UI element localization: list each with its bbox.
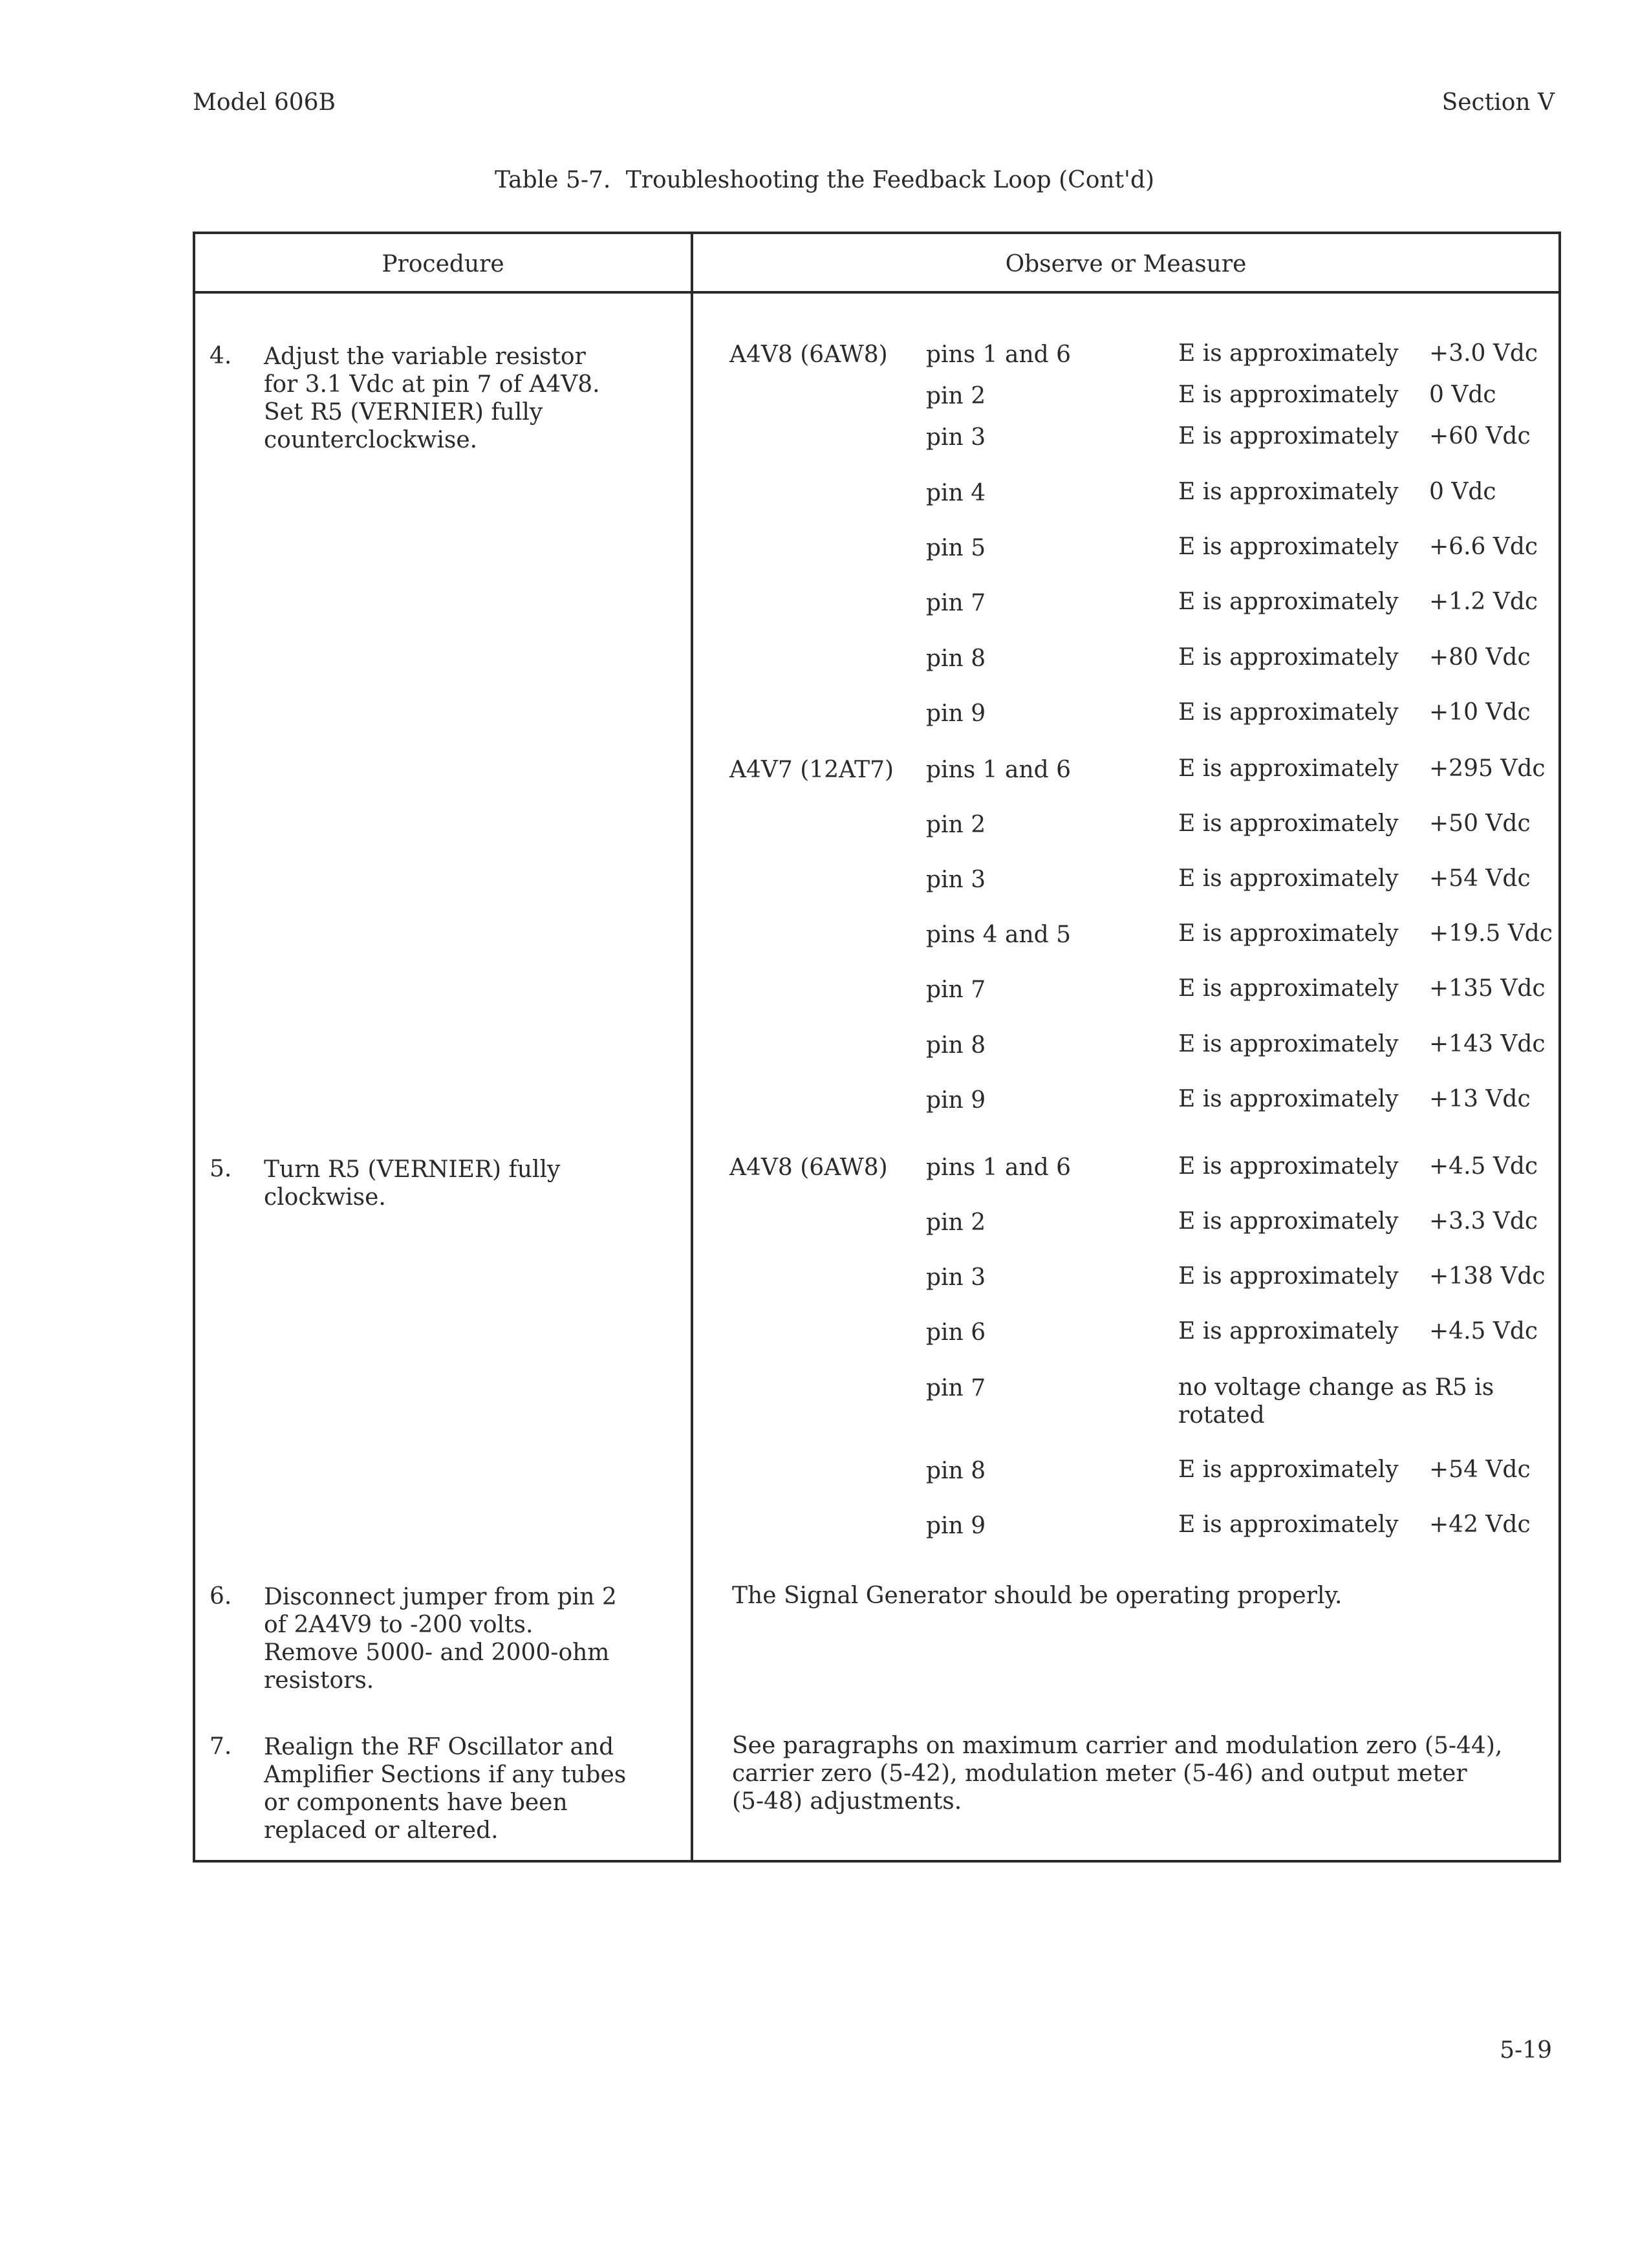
pin-label: pin 2 (926, 383, 986, 409)
pin-label: pins 1 and 6 (926, 1154, 1072, 1181)
measure-value: +60 Vdc (1429, 423, 1531, 449)
observe-column-header: Observe or Measure (1005, 251, 1247, 277)
note-line: rotated (1178, 1402, 1265, 1429)
pin-label: pin 3 (926, 867, 986, 893)
observation (732, 1732, 1547, 1815)
procedure-line: Disconnect jumper from pin 2 (264, 1584, 617, 1610)
procedure-line: or components have been (264, 1789, 568, 1816)
procedure-line: of 2A4V9 to -200 volts. (264, 1612, 534, 1638)
procedure-line: Adjust the variable resistor (264, 343, 586, 370)
procedure-line: counterclockwise. (264, 427, 478, 453)
pin-label: pins 4 and 5 (926, 922, 1072, 948)
procedure-column-header: Procedure (382, 251, 504, 277)
measure-value: +50 Vdc (1429, 810, 1531, 837)
pin-label: pins 1 and 6 (926, 757, 1072, 783)
tube-label: A4V8 (6AW8) (729, 1154, 888, 1181)
measure-value: 0 Vdc (1429, 479, 1496, 505)
pin-label: pin 8 (926, 1458, 986, 1484)
procedure-line: for 3.1 Vdc at pin 7 of A4V8. (264, 371, 600, 398)
measurement (1178, 755, 1546, 782)
measure-text: E is approximately (1178, 534, 1399, 560)
step-number: 4. (210, 343, 232, 369)
pin-label: pins 1 and 6 (926, 341, 1072, 368)
pin-label: pin 7 (926, 590, 986, 616)
measurement (1178, 1318, 1538, 1345)
step-procedure (264, 1583, 684, 1694)
pin-label: pin 3 (926, 424, 986, 451)
observation-line: (5-48) adjustments. (732, 1788, 962, 1815)
measurement (1178, 589, 1538, 615)
tube-label: A4V8 (6AW8) (729, 341, 888, 368)
measure-text: E is approximately (1178, 865, 1399, 892)
procedure-line: Remove 5000- and 2000-ohm (264, 1639, 610, 1666)
tube-label: A4V7 (12AT7) (729, 757, 894, 783)
model-header: Model 606B (193, 89, 336, 116)
measure-text: E is approximately (1178, 920, 1399, 947)
measurement (1178, 865, 1531, 892)
observation-line: See paragraphs on maximum carrier and modulation zero (5-44), (732, 1733, 1503, 1759)
measurement (1178, 1456, 1531, 1483)
pin-label: pin 8 (926, 1032, 986, 1059)
measurement-note (1178, 1374, 1540, 1429)
measure-value: +295 Vdc (1429, 755, 1546, 782)
measure-text: E is approximately (1178, 1318, 1399, 1345)
measure-value: +143 Vdc (1429, 1031, 1546, 1057)
pin-label: pin 9 (926, 700, 986, 727)
section-header: Section V (1441, 89, 1555, 116)
measure-value: +54 Vdc (1429, 1456, 1531, 1483)
measurement (1178, 1086, 1531, 1112)
observation-line: carrier zero (5-42), modulation meter (5-46) and output meter (732, 1760, 1467, 1787)
measure-text: E is approximately (1178, 810, 1399, 837)
procedure-line: Realign the RF Oscillator and (264, 1734, 614, 1760)
measure-value: +3.3 Vdc (1429, 1208, 1538, 1235)
procedure-line: replaced or altered. (264, 1817, 499, 1844)
pin-label: pin 5 (926, 535, 986, 561)
step-procedure (264, 343, 684, 454)
measure-value: +54 Vdc (1429, 865, 1531, 892)
measure-value: +19.5 Vdc (1429, 920, 1553, 947)
step-number: 6. (210, 1583, 232, 1610)
table-number: Table 5-7. (494, 167, 611, 193)
measurement (1178, 1511, 1531, 1538)
observation: The Signal Generator should be operating properly. (732, 1582, 1342, 1609)
measure-text: E is approximately (1178, 699, 1399, 726)
column-divider (691, 232, 693, 1863)
measurement (1178, 699, 1531, 726)
measure-value: +138 Vdc (1429, 1263, 1546, 1290)
procedure-line: Set R5 (VERNIER) fully (264, 399, 543, 426)
note-line: no voltage change as R5 is (1178, 1374, 1494, 1401)
measurement (1178, 1031, 1546, 1057)
measure-text: E is approximately (1178, 644, 1399, 671)
step-procedure (264, 1733, 684, 1844)
measure-text: E is approximately (1178, 1263, 1399, 1290)
step-procedure (264, 1156, 684, 1211)
pin-label: pin 2 (926, 812, 986, 838)
measurement (1178, 975, 1546, 1002)
measure-text: E is approximately (1178, 340, 1399, 367)
measurement (1178, 534, 1538, 560)
measure-value: +10 Vdc (1429, 699, 1531, 726)
measure-text: E is approximately (1178, 1086, 1399, 1112)
measure-text: E is approximately (1178, 975, 1399, 1002)
step-number: 5. (210, 1156, 232, 1182)
measure-text: E is approximately (1178, 382, 1399, 408)
measure-value: +6.6 Vdc (1429, 534, 1538, 560)
table-title: Troubleshooting the Feedback Loop (Cont'd) (625, 167, 1155, 193)
pin-label: pin 8 (926, 645, 986, 672)
measure-text: E is approximately (1178, 755, 1399, 782)
measurement (1178, 340, 1538, 367)
measurement (1178, 1153, 1538, 1180)
measurement (1178, 1263, 1546, 1290)
measure-value: +3.0 Vdc (1429, 340, 1538, 367)
measurement (1178, 920, 1553, 947)
procedure-line: Turn R5 (VERNIER) fully (264, 1156, 561, 1183)
measure-text: E is approximately (1178, 479, 1399, 505)
pin-label: pin 2 (926, 1209, 986, 1236)
measure-value: +135 Vdc (1429, 975, 1546, 1002)
pin-label: pin 6 (926, 1319, 986, 1346)
measure-value: 0 Vdc (1429, 382, 1496, 408)
measure-text: E is approximately (1178, 1208, 1399, 1235)
measure-value: +13 Vdc (1429, 1086, 1531, 1112)
measurement (1178, 423, 1531, 449)
pin-label: pin 9 (926, 1513, 986, 1539)
measurement (1178, 1208, 1538, 1235)
measure-value: +80 Vdc (1429, 644, 1531, 671)
measurement (1178, 479, 1496, 505)
header-divider (193, 291, 1561, 294)
measure-value: +1.2 Vdc (1429, 589, 1538, 615)
measure-value: +4.5 Vdc (1429, 1318, 1538, 1345)
measurement (1178, 644, 1531, 671)
measure-text: E is approximately (1178, 1511, 1399, 1538)
measurement (1178, 382, 1496, 408)
measure-text: E is approximately (1178, 1153, 1399, 1180)
measurement (1178, 810, 1531, 837)
measure-text: E is approximately (1178, 1456, 1399, 1483)
step-number: 7. (210, 1733, 232, 1760)
procedure-line: Amplifier Sections if any tubes (264, 1762, 627, 1788)
pin-label: pin 3 (926, 1264, 986, 1291)
pin-label: pin 7 (926, 1375, 986, 1401)
measure-value: +42 Vdc (1429, 1511, 1531, 1538)
pin-label: pin 9 (926, 1087, 986, 1114)
pin-label: pin 4 (926, 480, 986, 506)
measure-text: E is approximately (1178, 423, 1399, 449)
procedure-line: clockwise. (264, 1184, 386, 1211)
measure-text: E is approximately (1178, 1031, 1399, 1057)
measure-text: E is approximately (1178, 589, 1399, 615)
procedure-line: resistors. (264, 1667, 374, 1694)
page-number: 5-19 (1500, 2037, 1552, 2064)
pin-label: pin 7 (926, 977, 986, 1003)
measure-value: +4.5 Vdc (1429, 1153, 1538, 1180)
table-caption (0, 167, 1649, 193)
